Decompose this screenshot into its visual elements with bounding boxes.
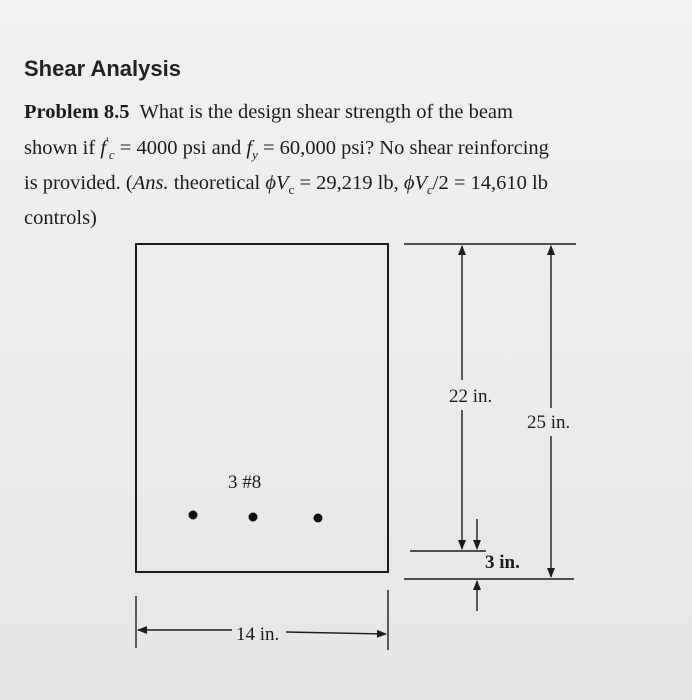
rebar-dot — [189, 511, 198, 520]
answer-label: Ans. — [132, 171, 169, 194]
beam-outline — [136, 244, 388, 572]
problem-line-3: is provided. (Ans. theoretical $\phi V_c = 29,219$ lb, $\phi V_c/2 = 14,610$ lb — [24, 171, 548, 198]
problem-line-4: controls) — [24, 207, 97, 230]
problem-line-1: Problem 8.5 What is the design shear strength of the beam — [24, 101, 513, 123]
bars-label: 3 #8 — [228, 472, 262, 493]
rebar-dot — [249, 513, 258, 522]
cover-label: 3 in. — [485, 552, 520, 573]
height-label: 25 in. — [527, 412, 571, 433]
width-label: 14 in. — [236, 624, 280, 645]
width-dimension-line — [286, 632, 386, 634]
section-heading: Shear Analysis — [24, 56, 181, 81]
fc-symbol: f — [100, 136, 107, 159]
fy-symbol: f — [246, 136, 253, 159]
depth-label: 22 in. — [449, 386, 493, 407]
problem-line-2: shown if $f'_c = 4000$ psi and $f_y = 60,000$ psi? No shear reinforcing — [24, 134, 549, 162]
problem-number: Problem 8.5 — [24, 101, 130, 123]
rebar-dot — [314, 514, 323, 523]
